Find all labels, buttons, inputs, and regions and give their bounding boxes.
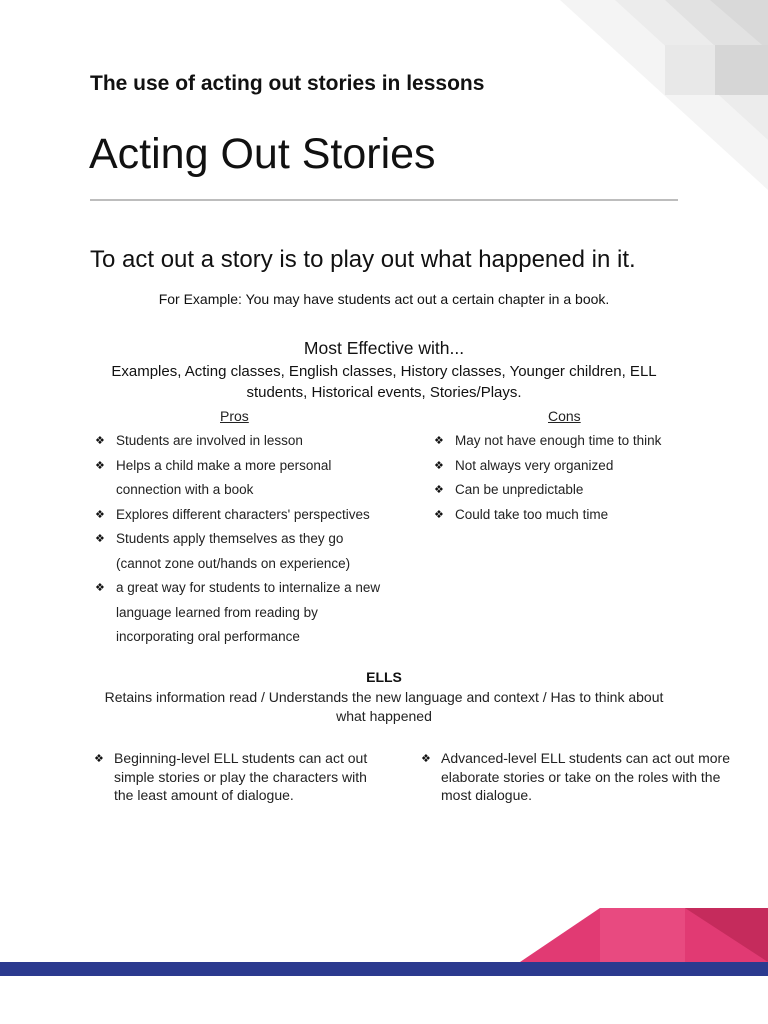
- top-right-decoration: [560, 0, 768, 190]
- pros-item-text: Students are involved in lesson: [116, 433, 303, 448]
- cons-item: [429, 478, 719, 503]
- most-effective-heading: Most Effective with...: [303, 338, 465, 358]
- diamond-bullet-icon: ❖: [95, 435, 105, 447]
- beginning-ell-note: [90, 749, 384, 805]
- pros-item: [90, 429, 390, 454]
- most-effective-list: Examples, Acting classes, English classes, History classes, Younger children, ELL students, Historical events, Stories/Plays.: [111, 363, 657, 401]
- pros-item: [90, 527, 390, 576]
- definition-text: To act out a story is to play out what happened in it.: [90, 246, 636, 273]
- diamond-bullet-icon: ❖: [95, 533, 105, 545]
- cons-item-text: Can be unpredictable: [455, 482, 584, 497]
- bottom-decoration: [0, 900, 768, 1024]
- pros-item: [90, 503, 390, 528]
- pros-list: [90, 429, 390, 650]
- diamond-bullet-icon: ❖: [95, 459, 105, 472]
- pros-item-text: Students apply themselves as they go (cannot zone out/hands on experience): [116, 531, 351, 571]
- pros-item: [90, 454, 390, 503]
- diamond-bullet-icon: ❖: [94, 753, 104, 765]
- diamond-bullet-icon: ❖: [421, 753, 431, 765]
- diamond-bullet-icon: ❖: [95, 582, 105, 594]
- diamond-bullet-icon: ❖: [434, 459, 444, 472]
- cons-item: [429, 454, 719, 479]
- ells-heading: ELLS: [366, 669, 402, 685]
- cons-item-text: May not have enough time to think: [455, 433, 662, 448]
- pros-heading: Pros: [220, 408, 249, 424]
- page-title: Acting Out Stories: [89, 130, 436, 178]
- cons-list: [429, 429, 719, 527]
- cons-item-text: Not always very organized: [455, 457, 614, 473]
- pros-item-text: Explores different characters' perspectives: [116, 506, 370, 522]
- beginning-ell-text: Beginning-level ELL students can act out simple stories or play the characters with the least amount of dialogue.: [114, 750, 368, 803]
- diamond-bullet-icon: ❖: [434, 484, 444, 496]
- example-text: For Example: You may have students act out a certain chapter in a book.: [158, 291, 610, 307]
- ells-summary: Retains information read / Understands the new language and context / Has to think about what happened: [104, 689, 664, 724]
- cons-item-text: Could take too much time: [455, 506, 609, 522]
- page-subtitle: The use of acting out stories in lessons: [90, 72, 485, 95]
- pros-item: [90, 576, 390, 650]
- cons-item: [429, 429, 719, 454]
- pros-item-text: a great way for students to internalize a new language learned from reading by incorporating oral performance: [116, 580, 381, 644]
- diamond-bullet-icon: ❖: [434, 435, 444, 447]
- cons-heading: Cons: [548, 408, 581, 424]
- cons-item: [429, 503, 719, 528]
- diamond-bullet-icon: ❖: [434, 508, 444, 521]
- pros-item-text: Helps a child make a more personal connection with a book: [116, 457, 332, 497]
- diamond-bullet-icon: ❖: [95, 508, 105, 521]
- advanced-ell-note: [417, 749, 746, 805]
- advanced-ell-text: Advanced-level ELL students can act out more elaborate stories or take on the roles with the most dialogue.: [441, 750, 730, 803]
- title-divider: [90, 199, 678, 201]
